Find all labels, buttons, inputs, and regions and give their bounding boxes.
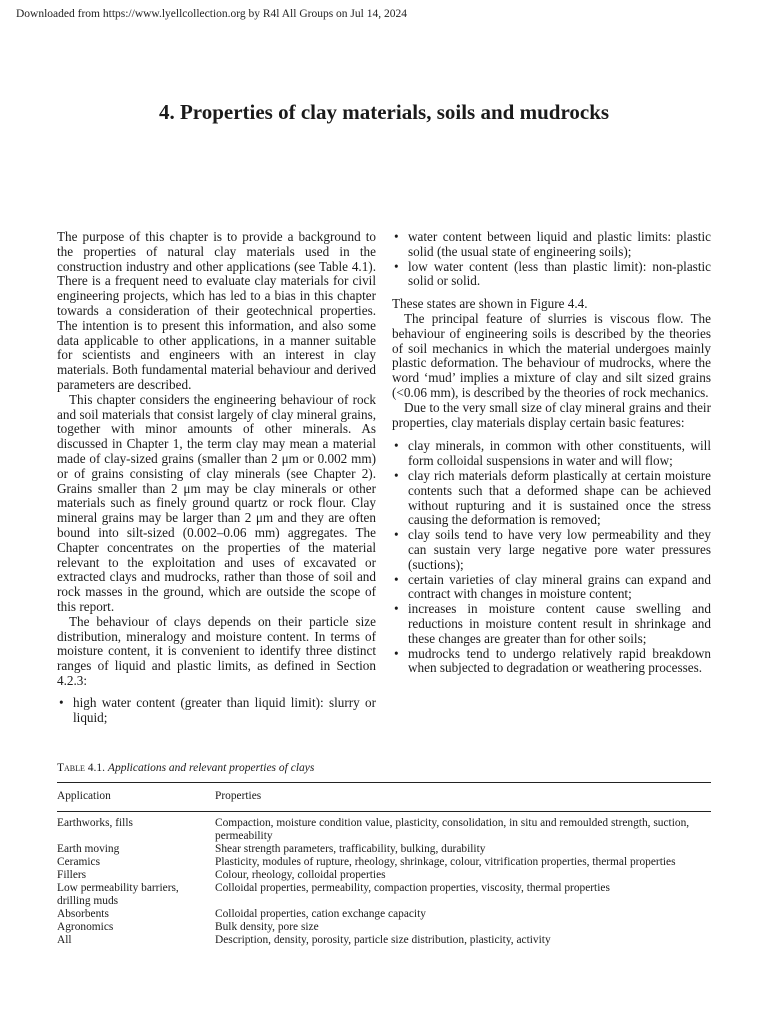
application-cell: Earthworks, fills [57,817,133,829]
application-cell: Low permeability barriers, drilling muds [57,882,179,907]
column-header-application: Application [57,790,111,802]
paragraph: The behaviour of clays depends on their particle size distribution, mineralogy and moisture content. In terms of moisture content, it is convenient to identify three distinct ranges of liquid and plastic limits, as defined in Section 4.2.3: [57,613,376,688]
application-cell: All [57,934,72,946]
table-header-row [57,790,711,817]
application-cell: Agronomics [57,921,114,933]
right-column [392,230,711,676]
list-item [392,602,711,646]
bullet-icon: • [394,527,399,543]
bullet-icon: • [394,258,399,274]
bullet-list [392,439,711,676]
paragraph: This chapter considers the engineering behaviour of rock and soil materials that consist largely of clay mineral grains, together with minor amounts of other minerals. As discussed in Chapter 1, the term clay may mean a material made of clay-sized grains (smaller than 2 μm or 0.002 mm) or of grains consisting of clay minerals (see Chapter 2). Grains smaller than 2 μm may be clay minerals or other materials such as finely ground quartz or rock flour. Clay mineral grains may be larger than 2 μm and they are often bound into silt-sized (0.002–0.06 mm) aggregates. The Chapter concentrates on the properties of the material relevant to the exploitation and uses of excavated or extracted clays and mudrocks, rather than those of soil and rock masses in the ground, which are outside the scope of this report. [57,391,376,614]
bullet-icon: • [394,229,399,244]
chapter-title: 4. Properties of clay materials, soils and mudrocks [158,100,610,124]
table-row [57,843,711,856]
bullet-icon: • [394,645,399,661]
list-item [392,469,711,528]
paragraph: Due to the very small size of clay mineral grains and their properties, clay materials display certain basic features: [392,399,711,430]
table-row [57,908,711,921]
bullet-icon: • [394,438,399,454]
bullet-list [392,230,711,289]
properties-cell: Plasticity, modules of rupture, rheology, shrinkage, colour, vitrification properties, thermal properties [215,856,676,868]
list-item-text: clay soils tend to have very low permeability and they can sustain very large negative pore water pressures (suctions); [408,527,711,572]
application-cell: Ceramics [57,856,101,868]
list-item [392,528,711,572]
download-notice: Downloaded from https://www.lyellcollection.org by R4l All Groups on Jul 14, 2024 [16,8,407,20]
bullet-icon: • [394,571,399,587]
paragraph: The purpose of this chapter is to provide a background to the properties of natural clay materials used in the construction industry and other applications (see Table 4.1). There is a frequent need to evaluate clay materials for civil engineering projects, which has led to a bias in this chapter towards a consideration of their geotechnical properties. The intention is to present this information, and also some data applicable to other applications, in a manner suitable for scientists and engineers with an interest in clay materials. Both fundamental material behaviour and derived parameters are described. [57,229,376,392]
bullet-icon: • [394,467,399,483]
table-row [57,817,711,843]
list-item [392,230,711,260]
application-cell: Fillers [57,869,87,881]
table-row [57,856,711,869]
table-row [57,869,711,882]
list-item-text: water content between liquid and plastic limits: plastic solid (the usual state of engineering soils); [408,229,711,259]
properties-cell: Colloidal properties, permeability, compaction properties, viscosity, thermal properties [215,882,610,894]
properties-cell: Colour, rheology, colloidal properties [215,869,386,881]
list-item [392,260,711,290]
properties-cell: Bulk density, pore size [215,921,319,933]
table-row [57,934,711,947]
list-item-text: certain varieties of clay mineral grains can expand and contract with changes in moisture content; [408,571,711,602]
properties-cell: Colloidal properties, cation exchange capacity [215,908,426,920]
bullet-list [57,696,376,726]
table-label: Table 4.1. [57,762,106,774]
list-item-text: low water content (less than plastic limit): non-plastic solid or solid. [408,258,711,289]
table-row [57,882,711,908]
properties-cell: Description, density, porosity, particle size distribution, plasticity, activity [215,934,551,946]
list-item-text: mudrocks tend to undergo relatively rapid breakdown when subjected to degradation or weathering processes. [408,645,711,676]
list-item-text: high water content (greater than liquid limit): slurry or liquid; [73,694,376,725]
list-item [392,647,711,677]
list-item [392,439,711,469]
list-item [392,573,711,603]
left-column [57,230,376,725]
table-top-rule [57,782,711,783]
application-cell: Earth moving [57,843,120,855]
table-caption-text: Applications and relevant properties of clays [107,762,315,774]
paragraph: The principal feature of slurries is viscous flow. The behaviour of engineering soils is described by the theories of soil mechanics in which the material undergoes mainly plastic deformation. The behaviour of mudrocks, where the word ‘mud’ implies a mixture of clay and silt sized grains (<0.06 mm), is described by the theories of rock mechanics. [392,310,711,400]
properties-cell: Shear strength parameters, trafficability, bulking, durability [215,843,486,855]
list-item [57,696,376,726]
table-row [57,921,711,934]
paragraph: These states are shown in Figure 4.4. [392,296,588,312]
column-header-properties: Properties [215,790,262,802]
properties-cell: Compaction, moisture condition value, plasticity, consolidation, in situ and remoulded strength, suction, permeability [215,817,690,842]
list-item-text: clay rich materials deform plastically at certain moisture contents such that a deformed shape can be achieved without rupturing and it is sustained once the stress causing the deformation is removed; [408,467,711,528]
table-caption [57,762,314,774]
bullet-icon: • [59,694,64,710]
list-item-text: clay minerals, in common with other constituents, will form colloidal suspensions in water and will flow; [408,438,711,469]
bullet-icon: • [394,601,399,617]
application-cell: Absorbents [57,908,109,920]
list-item-text: increases in moisture content cause swelling and reductions in moisture content result in shrinkage and these changes are greater than for other soils; [408,601,711,646]
applications-table [57,790,711,947]
